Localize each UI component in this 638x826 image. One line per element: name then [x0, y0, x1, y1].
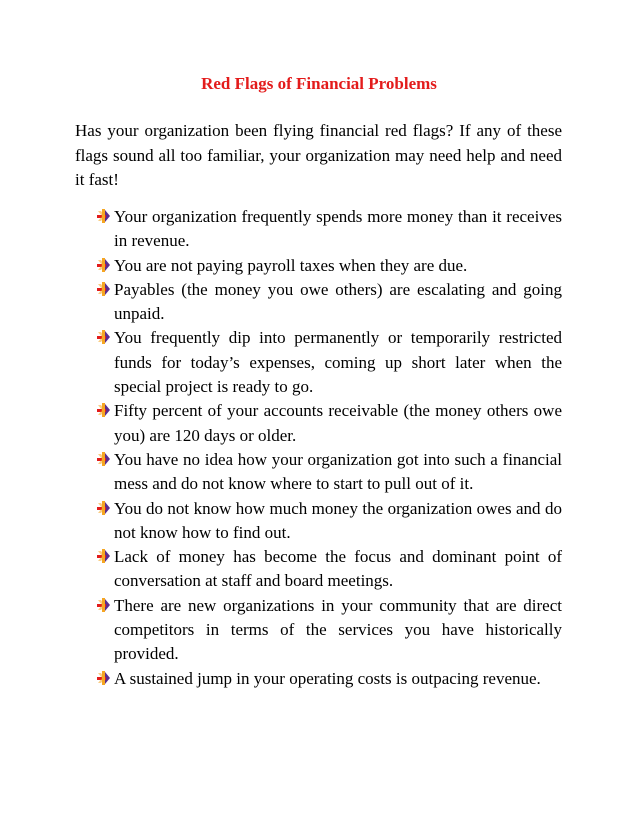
red-flag-text: A sustained jump in your operating costs is outpacing revenue.	[114, 668, 541, 688]
intro-paragraph: Has your organization been flying financial red flags? If any of these flags sound all too familiar, your organization may need help and need it fast!	[75, 121, 562, 189]
red-flag-item	[96, 667, 562, 691]
red-flag-text: Lack of money has become the focus and dominant point of conversation at staff and board meetings.	[114, 547, 562, 591]
arrow-bullet-icon	[96, 257, 113, 273]
red-flag-text: Fifty percent of your accounts receivable (the money others owe you) are 120 days or older.	[114, 401, 562, 445]
red-flag-text: You frequently dip into permanently or temporarily restricted funds for today’s expenses, coming up short later when the special project is ready to go.	[114, 328, 562, 397]
arrow-bullet-icon	[96, 329, 113, 345]
red-flag-item	[96, 545, 562, 594]
arrow-bullet-icon	[96, 548, 113, 564]
red-flag-item	[96, 326, 562, 399]
arrow-bullet-icon	[96, 597, 113, 613]
arrow-bullet-icon	[96, 670, 113, 686]
red-flag-item	[96, 497, 562, 546]
arrow-bullet-icon	[96, 281, 113, 297]
red-flag-item	[96, 448, 562, 497]
red-flag-item	[96, 278, 562, 327]
red-flag-text: Your organization frequently spends more money than it receives in revenue.	[114, 207, 562, 251]
red-flag-item	[96, 594, 562, 667]
red-flag-text: There are new organizations in your community that are direct competitors in terms of the services you have historically provided.	[114, 595, 562, 664]
red-flag-text: You have no idea how your organization got into such a financial mess and do not know where to start to pull out of it.	[114, 449, 562, 494]
arrow-bullet-icon	[96, 208, 113, 224]
red-flags-list	[96, 205, 562, 691]
arrow-bullet-icon	[96, 451, 113, 467]
red-flag-item	[96, 205, 562, 254]
arrow-bullet-icon	[96, 500, 113, 516]
red-flag-text: You do not know how much money the organization owes and do not know how to find out.	[114, 498, 562, 542]
red-flag-item	[96, 254, 562, 278]
red-flag-text: You are not paying payroll taxes when they are due.	[114, 255, 468, 275]
red-flag-item	[96, 399, 562, 448]
document-title: Red Flags of Financial Problems	[201, 74, 437, 93]
arrow-bullet-icon	[96, 402, 113, 418]
red-flag-text: Payables (the money you owe others) are escalating and going unpaid.	[114, 279, 562, 324]
